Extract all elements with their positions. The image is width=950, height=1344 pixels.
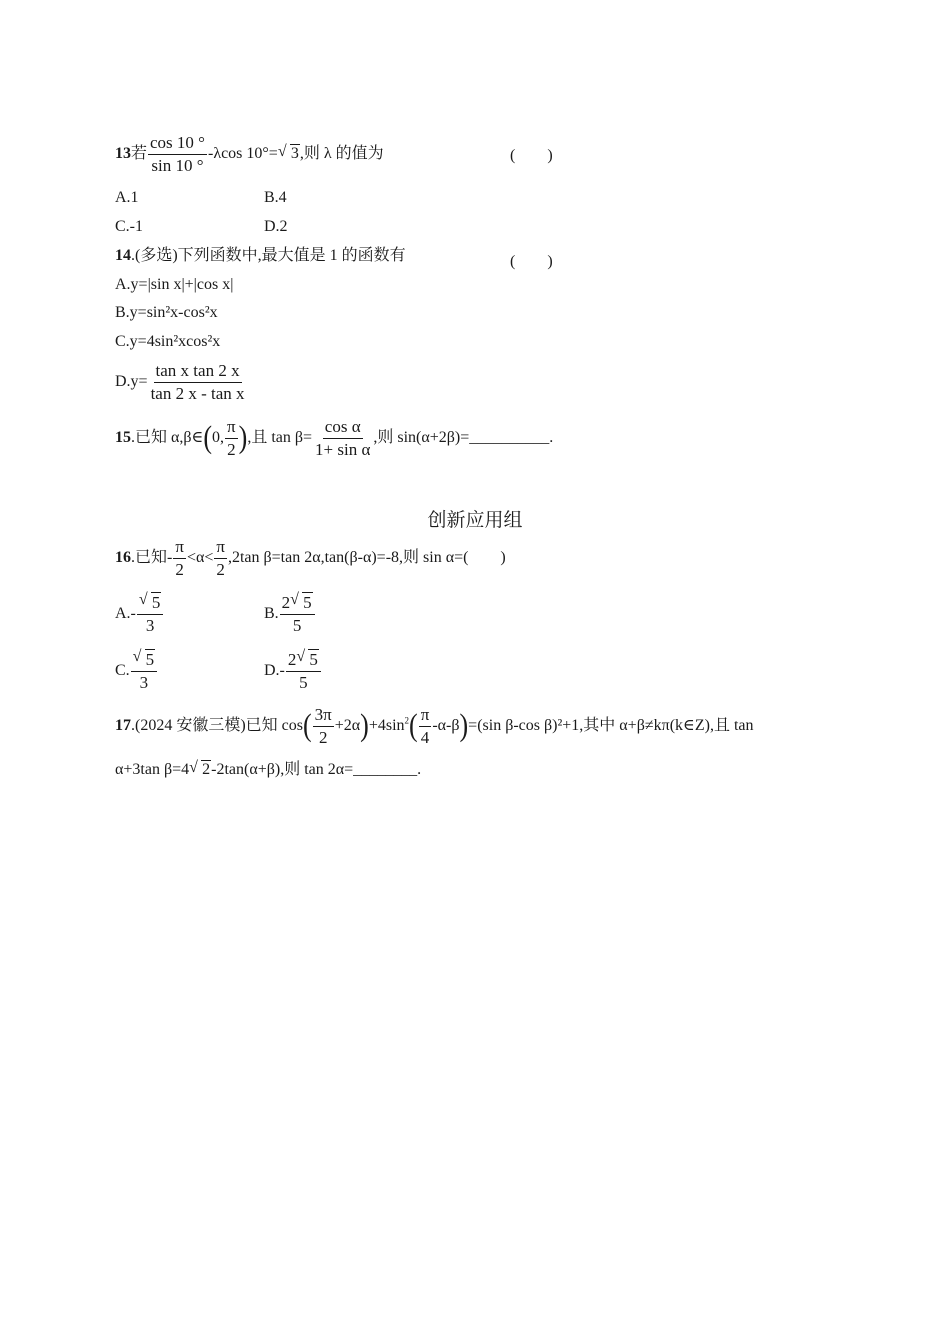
fraction: [419, 706, 432, 747]
fraction: [137, 591, 164, 635]
fraction: [225, 418, 238, 459]
option-d: D.2: [264, 218, 288, 235]
paren: ): [459, 708, 469, 744]
option-d: [115, 362, 248, 403]
numerator: √ 5: [131, 651, 158, 672]
numerator: cos 10 °: [148, 134, 207, 155]
text: ,且 tan β=: [247, 429, 313, 447]
text: -α-β: [432, 717, 460, 735]
radicand: 5: [303, 593, 312, 612]
text: A.-: [115, 605, 136, 623]
question-13: [115, 134, 384, 175]
text: +2α: [334, 717, 361, 735]
fraction: [313, 418, 372, 459]
text: .已知 α,β∈: [131, 429, 204, 447]
text: ,则 sin(α+2β)=__________.: [373, 429, 554, 447]
paren: ): [360, 708, 369, 744]
option-c: C.-1: [115, 218, 143, 235]
text: 0,: [212, 429, 225, 447]
question-17-line-2: [115, 759, 422, 778]
question-number: 14: [115, 247, 131, 264]
denominator: 2: [227, 439, 236, 459]
paren: (: [409, 708, 418, 744]
question-number: 17: [115, 717, 131, 735]
option-d: [264, 648, 322, 692]
fraction: [131, 648, 158, 692]
text: -λcos 10°=: [207, 145, 278, 163]
denominator: 3: [145, 615, 155, 635]
option-b: B.4: [264, 189, 287, 206]
numerator: 2 √ 5: [280, 594, 315, 615]
text: -2tan(α+β),则 tan 2α=________.: [211, 761, 422, 778]
denominator: sin 10 °: [151, 155, 204, 175]
denominator: 1+ sin α: [315, 439, 371, 459]
text: ,2tan β=tan 2α,tan(β-α)=-8,则 sin α=( ): [227, 549, 506, 567]
numerator: cos α: [323, 418, 363, 439]
question-14: [115, 248, 406, 264]
denominator: 2: [175, 559, 184, 579]
radicand: 2: [202, 761, 211, 778]
answer-bracket: ( ): [510, 253, 553, 270]
denominator: 5: [292, 615, 302, 635]
option-c: C.y=4sin²xcos²x: [115, 333, 221, 350]
denominator: 4: [420, 727, 430, 747]
option-b: [264, 591, 316, 635]
paren: (: [303, 708, 312, 744]
fraction: [280, 591, 315, 635]
superscript: 2: [404, 715, 410, 726]
fraction: [173, 538, 186, 579]
coefficient: 2: [287, 650, 297, 669]
paren: ): [238, 420, 248, 456]
question-17: [115, 706, 754, 747]
radicand: 3: [290, 145, 299, 163]
paren: (: [203, 420, 213, 456]
fraction: [214, 538, 227, 579]
text: <α<: [186, 549, 214, 567]
denominator: 5: [299, 672, 308, 692]
option-c: [115, 648, 158, 692]
numerator: 2 √ 5: [286, 651, 321, 672]
numerator: π: [225, 418, 238, 439]
text: +4sin: [368, 717, 405, 735]
denominator: tan 2 x - tan x: [150, 383, 245, 403]
text: α+3tan β=4: [115, 761, 190, 778]
numerator: π: [419, 706, 432, 727]
numerator: √ 5: [137, 594, 164, 615]
denominator: 2: [216, 559, 225, 579]
text: D.-: [264, 662, 285, 680]
question-15: [115, 418, 553, 459]
radical: √ 3: [277, 143, 299, 163]
text: =(sin β-cos β)²+1,其中 α+β≠kπ(k∈Z),且 tan: [468, 717, 754, 735]
fraction: [286, 648, 321, 692]
text: .(多选)下列函数中,最大值是 1 的函数有: [131, 247, 406, 264]
option-a: A.y=|sin x|+|cos x|: [115, 276, 234, 293]
text: B.: [264, 605, 279, 623]
option-b: B.y=sin²x-cos²x: [115, 304, 218, 321]
option-a: A.1: [115, 189, 139, 206]
answer-bracket: ( ): [510, 147, 553, 164]
text: .(2024 安徽三模)已知 cos: [131, 717, 303, 735]
denominator: 2: [318, 727, 328, 747]
radicand: 5: [151, 593, 161, 612]
numerator: tan x tan 2 x: [154, 362, 242, 383]
numerator: 3π: [313, 706, 334, 727]
text: D.y=: [115, 373, 148, 391]
text: ,则 λ 的值为: [299, 145, 384, 163]
question-number: 16: [115, 549, 131, 567]
denominator: 3: [139, 672, 149, 692]
text: 若: [131, 145, 148, 163]
radicand: 5: [145, 650, 155, 669]
option-a: [115, 591, 164, 635]
radicand: 5: [309, 650, 318, 669]
fraction: [148, 134, 207, 175]
text: C.: [115, 662, 130, 680]
question-16: [115, 538, 506, 579]
fraction: [313, 706, 334, 747]
text: .已知-: [131, 549, 173, 567]
radical: √ 2: [189, 759, 211, 778]
fraction: [149, 362, 247, 403]
numerator: π: [173, 538, 186, 559]
question-number: 15: [115, 429, 131, 447]
question-number: 13: [115, 145, 131, 163]
section-heading: 创新应用组: [427, 509, 523, 531]
numerator: π: [214, 538, 227, 559]
coefficient: 2: [281, 593, 291, 612]
